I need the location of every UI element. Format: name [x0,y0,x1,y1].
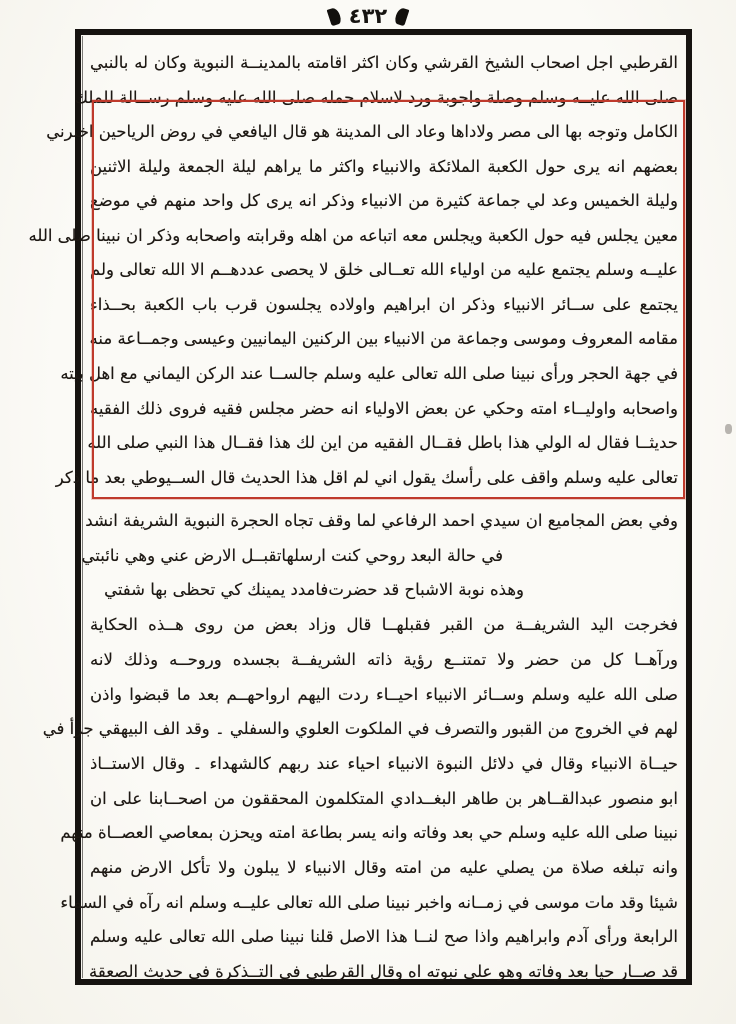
text-line: مقامه المعروف وموسى وجماعة من الانبياء بين الركنين اليمانيين وعيسى وجمــاعة منه [89,329,678,349]
text-line: وفي بعض المجاميع ان سيدي احمد الرفاعي لما وقف تجاه الحجرة النبوية الشريفة انشد [85,511,678,530]
text-line: قد صــار حيا بعد وفاته وهو على نبوته اه وقال القرطبي في التــذكرة في حديث الصعقة [89,962,678,982]
page-number-row [0,2,736,30]
text-line: حيــاة الانبياء وقال في دلائل النبوة الانبياء احياء عند ربهم كالشهداء ۔ وقال الاستــاذ [90,753,678,773]
text-line: وليلة الخميس وعد لي جماعة كثيرة من الانبياء وذكر انه يرى كل واحد منهم في موضع [90,191,678,211]
text-line: تعالى عليه وسلم واقف على رأسك يقول اني لم اقل هذا الحديث قال الســيوطي بعد ما ذكر [55,467,678,487]
verse-line [104,573,524,606]
hemistich: وهذه نوبة الاشباح قد حضرت [328,580,524,600]
text-line: صلى الله عليه وسلم وســائر الانبياء احيــاء ردت اليهم ارواحهــم بعد ما قبضوا واذن [90,684,678,704]
text-line: معين يجلس فيه حول الكعبة ويجلس معه اتباعه من اهله وقرابته واصحابه وذكر ان نبينا صلى الله [28,225,678,245]
text-line: نبينا صلى الله عليه وسلم حي بعد وفاته وانه يسر بطاعة امته ويحزن بمعاصي العصــاة منهم [60,823,678,843]
text-line: ابو منصور عبدالقــاهر بن طاهر البغــدادي المتكلمون المحققون من اصحــابنا على ان [90,788,678,808]
text-line: لهم في الخروج من القبور والتصرف في الملكوت العلوي والسفلي ۔ وقد الف البيهقي جزأ في [42,719,678,739]
text-line: وانه تبلغه صلاة من يصلي عليه من امته وقال الانبياء لا يبلون ولا تأكل الارض منهم [90,858,678,877]
text-line: واصحابه واوليــاء امته وحكي عن بعض الاولياء انه حضر مجلس فقيه فروى ذلك الفقيه [90,398,678,418]
text-line: بعضهم انه يرى حول الكعبة الملائكة والانبياء واكثر ما يراهم ليلة الجمعة وليلة الاثنين [90,156,678,176]
text-line: حديثــا فقال له الولي هذا باطل فقــال الفقيه من اين لك هذا فقــال هذا النبي صلى الله [87,433,678,453]
hemistich: في حالة البعد روحي كنت ارسلها [281,545,503,565]
page-number: ٤٣٢ [348,4,388,28]
scan-artifact [725,424,732,434]
page-ornament-right-icon [394,6,410,26]
text-line: الرابعة ورأى آدم وابراهيم واذا صح لنــا هذا الاصل قلنا نبينا صلى الله تعالى عليه وسلم [90,927,678,947]
text-line: عليــه وسلم يجتمع عليه من اولياء الله تعــالى خلق لا يحصى عددهــم الا الله تعالى ولم [90,260,678,280]
text-line: الكامل وتوجه بها الى مصر ولاداها وعاد الى المدينة هو قال اليافعي في روض الرياحين اخبرني [46,122,678,142]
page-ornament-left-icon [326,6,342,26]
text-line: فخرجت اليد الشريفــة من القبر فقبلهــا قال وزاد بعض من روى هــذه الحكاية [90,615,678,635]
text-line: شيئا وقد مات موسى في زمــانه واخبر نبينا صلى الله تعالى عليــه وسلم انه رآه في السماء [60,892,678,912]
hemistich: فامدد يمينك كي تحظى بها شفتي [104,580,329,600]
text-line: صلى الله عليــه وسلم وصلة واجوبة ورد لاسلام حمله صلى الله عليه وسلم رســالة للملك [74,87,678,107]
hemistich: تقبــل الارض عني وهي نائبتي [81,545,282,565]
text-line: يجتمع على ســائر الانبياء وذكر ان ابراهيم واولاده يجلسون قرب باب الكعبة بحــذاء [90,294,678,314]
text-line: في جهة الحجر ورأى نبينا صلى الله تعالى عليه وسلم جالســا عند الركن اليماني مع اهل بيته [60,363,678,383]
text-line: القرطبي اجل اصحاب الشيخ القرشي وكان اكثر اقامته بالمدينــة النبوية وكان له بالنبي [90,53,678,72]
text-line: ورآهــا كل من حضر ولا تمتنــع رؤية ذاته الشريفــة بجسده وروحــه وذلك لانه [90,649,678,669]
verse-line [81,539,503,572]
